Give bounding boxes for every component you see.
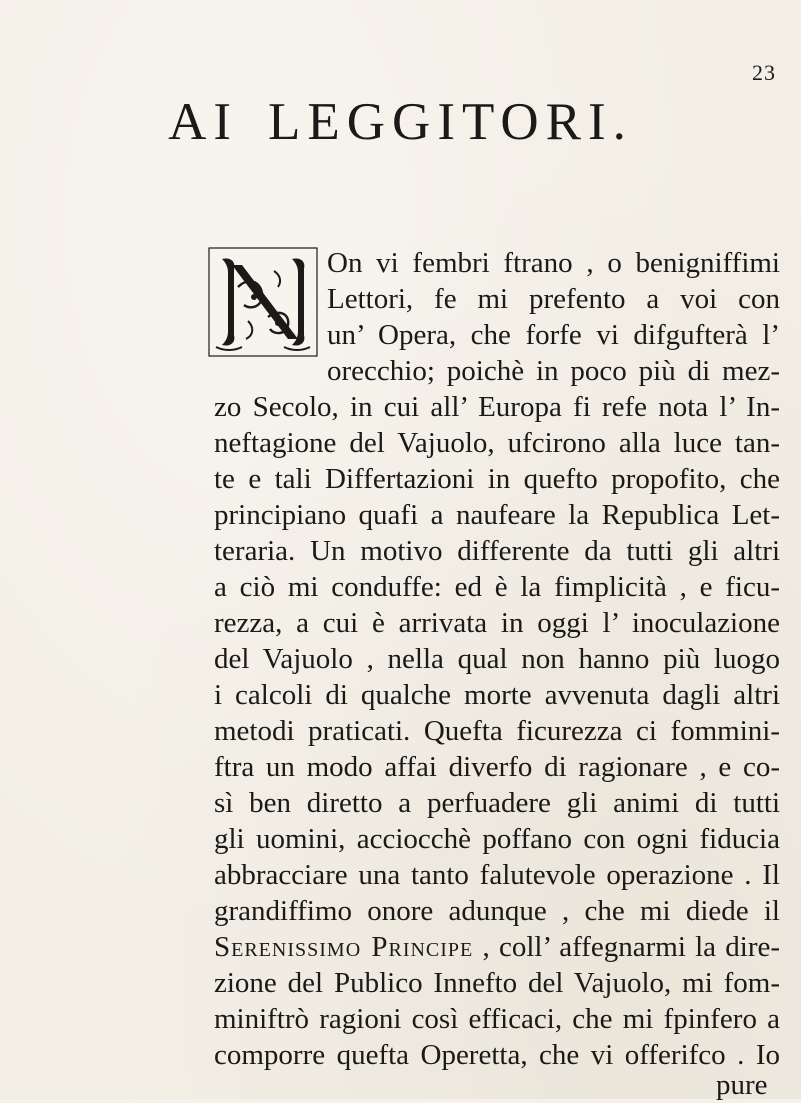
text-line: zione del Publico Innefto del Vajuolo, mi fom- [214,967,780,999]
text-line: a ciò mi conduffe: ed è la fimplicità , e ficu- [214,571,780,603]
text-line: del Vajuolo , nella qual non hanno più luogo [214,643,780,675]
catchword: pure [716,1069,768,1101]
text-line: te e tali Differtazioni in quefto propofito, che [214,463,780,495]
page-number: 23 [752,60,776,85]
text-line: orecchio; poichè in poco più di mez- [327,355,780,387]
title-word-ai: AI [168,93,239,151]
text-line: metodi praticati. Quefta ficurezza ci fommini- [214,715,780,747]
title-word-leggitori: LEGGITORI. [268,93,633,151]
ornamental-drop-cap-n-icon [208,247,318,357]
serenissimo-principe: Serenissimo Principe [214,931,474,963]
text-line-small-caps [214,930,780,965]
text-line: teraria. Un motivo differente da tutti gli altri [214,535,780,567]
page-title [0,92,801,152]
text-line: comporre quefta Operetta, che vi offerifco . Io [214,1039,780,1071]
text-line: ftra un modo affai diverfo di ragionare , e co- [214,751,780,783]
text-line: neftagione del Vajuolo, ufcirono alla luce tan- [214,427,780,459]
text-line: zo Secolo, in cui all’ Europa fi refe nota l’ In- [214,391,780,423]
text-line: grandiffimo onore adunque , che mi diede il [214,895,780,927]
text-line: sì ben diretto a perfuadere gli animi di tutti [214,787,780,819]
text-line: gli uomini, acciocchè poffano con ogni fiducia [214,823,780,855]
text-line: Lettori, fe mi prefento a voi con [327,283,780,315]
text-line: abbracciare una tanto falutevole operazione . Il [214,859,780,891]
text-line: On vi fembri ftrano , o benigniffimi [327,247,780,279]
text-line: rezza, a cui è arrivata in oggi l’ inoculazione [214,607,780,639]
text-line: principiano quafi a naufeare la Republica Let- [214,499,780,531]
text-line: un’ Opera, che forfe vi difgufterà l’ [327,319,780,351]
text-run: , coll’ affegnarmi la dire- [482,931,781,963]
text-line: miniftrò ragioni così efficaci, che mi fpinfero a [214,1003,780,1035]
text-line: i calcoli di qualche morte avvenuta dagli altri [214,679,780,711]
